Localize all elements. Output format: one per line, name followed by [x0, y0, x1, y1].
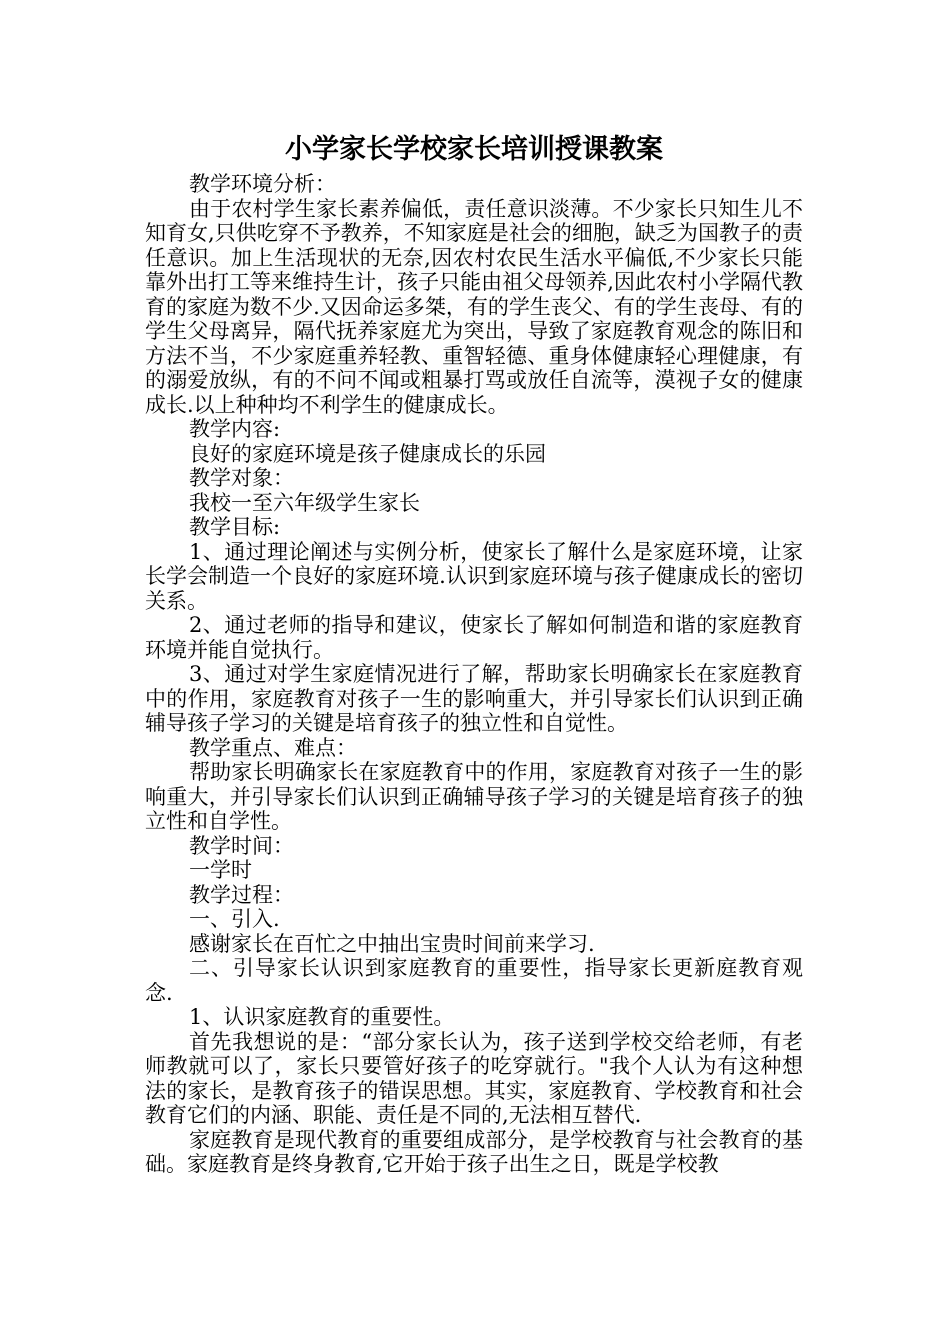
document-title: 小学家长学校家长培训授课教案	[285, 134, 663, 165]
process-substep-1-paragraph-b: 家庭教育是现代教育的重要组成部分，是学校教育与社会教育的基础。家庭教育是终身教育,它开始于孩子出生之日，既是学校教	[145, 1127, 803, 1176]
process-substep-1-heading: 1、认识家庭教育的重要性。	[189, 1005, 455, 1029]
section-heading-process: 教学过程：	[189, 882, 294, 907]
time-paragraph: 一学时	[189, 858, 252, 882]
section-heading-goals: 教学目标:	[189, 515, 281, 539]
audience-paragraph: 我校一至六年级学生家长	[189, 490, 420, 515]
document-body	[145, 172, 803, 1177]
section-heading-content: 教学内容:	[189, 417, 281, 441]
process-substep-1-paragraph-a: 首先我想说的是：“部分家长认为，孩子送到学校交给老师，有老师教就可以了，家长只要管好孩子的吃穿就行。"我个人认为有这种想法的家长，是教育孩子的错误思想。其实，家庭教育、学校教育和社会教育它们的内涵、职能、责任是不同的,无法相互替代.	[145, 1029, 803, 1127]
process-step-1-heading: 一、引入.	[189, 907, 280, 931]
goal-item-3: 3、通过对学生家庭情况进行了解，帮助家长明确家长在家庭教育中的作用，家庭教育对孩子一生的影响重大，并引导家长们认识到正确辅导孩子学习的关键是培育孩子的独立性和自觉性。	[145, 662, 803, 735]
key-points-paragraph: 帮助家长明确家长在家庭教育中的作用，家庭教育对孩子一生的影响重大，并引导家长们认识到正确辅导孩子学习的关键是培育孩子的独立性和自学性。	[145, 760, 803, 833]
section-heading-audience: 教学对象：	[189, 466, 294, 490]
process-step-1-text: 感谢家长在百忙之中抽出宝贵时间前来学习.	[189, 931, 595, 956]
section-heading-key-points: 教学重点、难点：	[189, 735, 357, 760]
goal-item-2: 2、通过老师的指导和建议，使家长了解如何制造和谐的家庭教育环境并能自觉执行。	[145, 613, 803, 662]
document-page	[145, 128, 803, 1177]
process-step-2-heading: 二、引导家长认识到家庭教育的重要性，指导家长更新庭教育观念.	[145, 956, 803, 1005]
section-heading-time: 教学时间：	[189, 833, 294, 858]
environment-analysis-paragraph: 由于农村学生家长素养偏低，责任意识淡薄。不少家长只知生儿不知育女,只供吃穿不予教养，不知家庭是社会的细胞，缺乏为国教子的责任意识。加上生活现状的无奈,因农村农民生活水平偏低,不少家长只能靠外出打工等来维持生计，孩子只能由祖父母领养,因此农村小学隔代教育的家庭为数不少.又因命运多桀，有的学生丧父、有的学生丧母、有的学生父母离异，隔代抚养家庭尤为突出，导致了家庭教育观念的陈旧和方法不当，不少家庭重养轻教、重智轻德、重身体健康轻心理健康，有的溺爱放纵，有的不问不闻或粗暴打骂或放任自流等，漠视子女的健康成长.以上种种均不利学生的健康成长。	[145, 196, 803, 417]
section-heading-environment: 教学环境分析：	[189, 172, 336, 196]
goal-item-1: 1、通过理论阐述与实例分析，使家长了解什么是家庭环境，让家长学会制造一个良好的家庭环境.认识到家庭环境与孩子健康成长的密切关系。	[145, 539, 803, 613]
content-paragraph: 良好的家庭环境是孩子健康成长的乐园	[189, 441, 546, 466]
